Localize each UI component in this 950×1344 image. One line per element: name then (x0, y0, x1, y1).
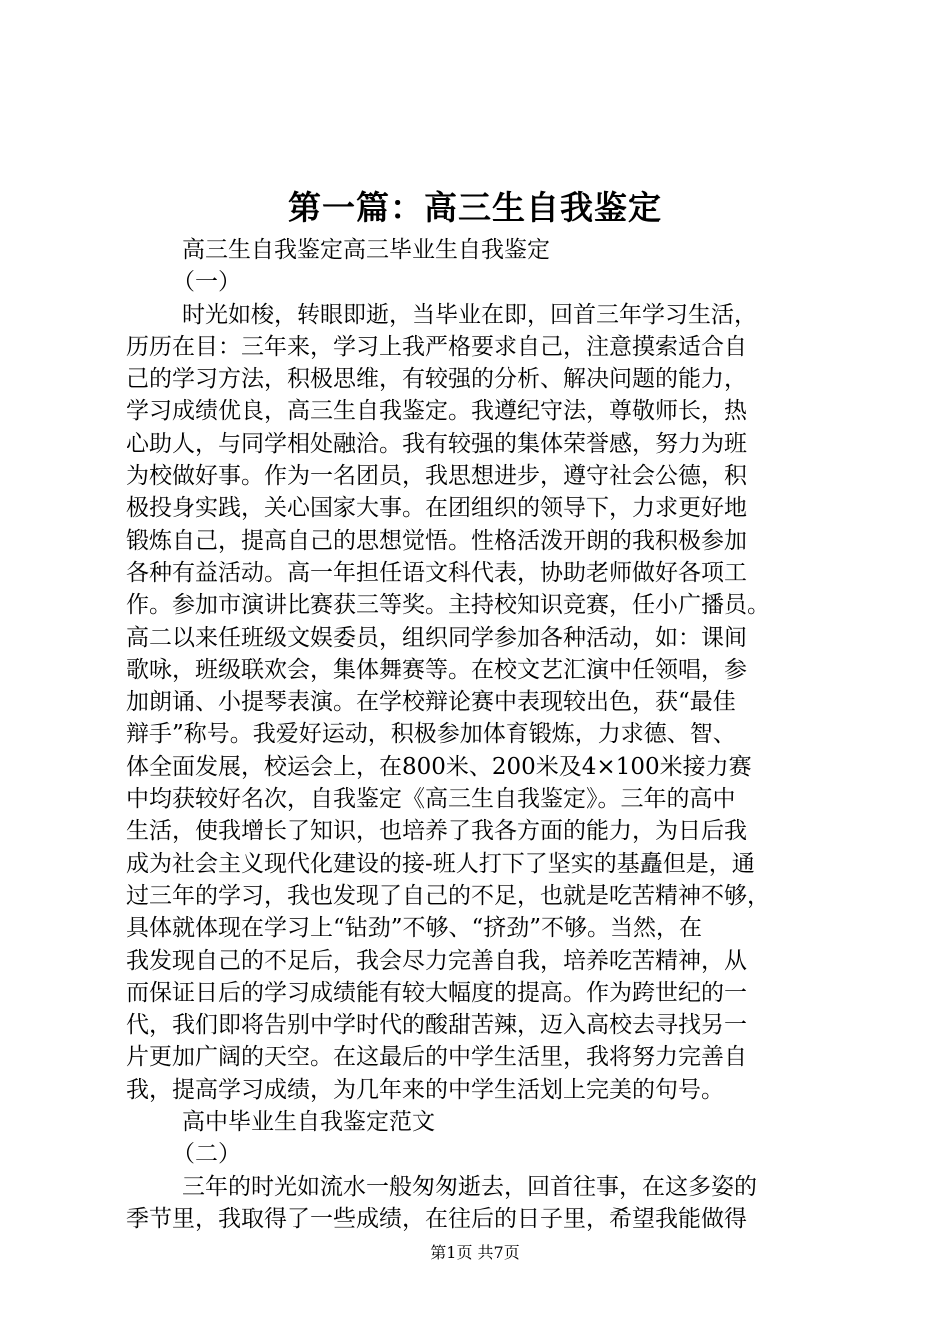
text-line: 过三年的学习，我也发现了自己的不足，也就是吃苦精神不够， (126, 882, 770, 909)
text-line: 三年的时光如流水一般匆匆逝去，回首往事，在这多姿的 (182, 1173, 757, 1200)
text-line: 歌咏，班级联欢会，集体舞赛等。在校文艺汇演中任领唱，参 (126, 656, 747, 683)
text-line: 时光如梭，转眼即逝，当毕业在即，回首三年学习生活， (182, 301, 757, 328)
text-line: 中均获较好名次，自我鉴定《高三生自我鉴定》。三年的高中 (126, 786, 736, 813)
text-line: 为校做好事。作为一名团员，我思想进步，遵守社会公德，积 (126, 463, 747, 490)
text-line: 片更加广阔的天空。在这最后的中学生活里，我将努力完善自 (126, 1044, 747, 1071)
text-line: 代，我们即将告别中学时代的酸甜苦辣，迈入高校去寻找另一 (126, 1012, 747, 1039)
text-line: 成为社会主义现代化建设的接-班人打下了坚实的基矗但是，通 (126, 850, 755, 877)
text-line: 高中毕业生自我鉴定范文 (182, 1109, 435, 1136)
text-line: 高二以来任班级文娱委员，组织同学参加各种活动，如：课间 (126, 624, 747, 651)
text-line: 加朗诵、小提琴表演。在学校辩论赛中表现较出色，获“最佳 (126, 689, 736, 716)
text-line: 己的学习方法，积极思维，有较强的分析、解决问题的能力， (126, 366, 747, 393)
text-line: 锻炼自己，提高自己的思想觉悟。性格活泼开朗的我积极参加 (126, 527, 747, 554)
text-line: （一） (172, 269, 241, 296)
text-line: 心助人，与同学相处融洽。我有较强的集体荣誉感，努力为班 (126, 430, 747, 457)
text-line: 而保证日后的学习成绩能有较大幅度的提高。作为跨世纪的一 (126, 979, 747, 1006)
text-line: 各种有益活动。高一年担任语文科代表，协助老师做好各项工 (126, 559, 747, 586)
document-body (126, 234, 838, 1235)
text-line: 作。参加市演讲比赛获三等奖。主持校知识竞赛，任小广播员。 (126, 592, 770, 619)
text-line: 体全面发展，校运会上，在800米、200米及4×100米接力赛 (126, 753, 752, 780)
text-line: 具体就体现在学习上“钻劲”不够、“挤劲”不够。当然，在 (126, 915, 703, 942)
text-line: 生活，使我增长了知识，也培养了我各方面的能力，为日后我 (126, 818, 747, 845)
text-line: 学习成绩优良，高三生自我鉴定。我遵纪守法，尊敬师长，热 (126, 398, 747, 425)
text-line: 高三生自我鉴定高三毕业生自我鉴定 (182, 237, 550, 263)
text-line: 我，提高学习成绩，为几年来的中学生活划上完美的句号。 (126, 1076, 724, 1103)
page-footer: 第1页 共7页 (430, 1243, 520, 1262)
text-line: 历历在目：三年来，学习上我严格要求自己，注意摸索适合自 (126, 333, 747, 360)
text-line: 季节里，我取得了一些成绩，在往后的日子里，希望我能做得 (126, 1205, 747, 1232)
text-line: （二） (172, 1141, 241, 1168)
text-line: 极投身实践，关心国家大事。在团组织的领导下，力求更好地 (126, 495, 747, 522)
document-title: 第一篇：高三生自我鉴定 (288, 188, 662, 227)
text-line: 我发现自己的不足后，我会尽力完善自我，培养吃苦精神，从 (126, 947, 747, 974)
text-line: 辩手”称号。我爱好运动，积极参加体育锻炼，力求德、智、 (126, 721, 736, 748)
